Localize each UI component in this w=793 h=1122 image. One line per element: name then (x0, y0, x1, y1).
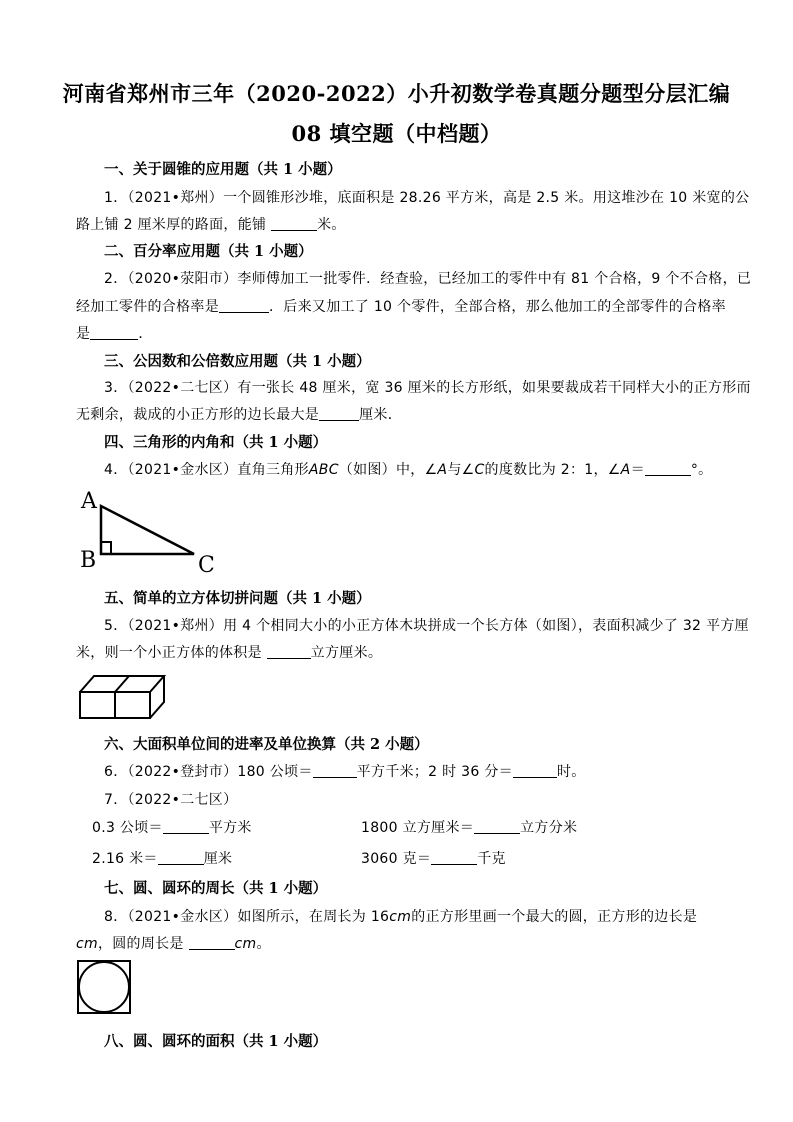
doc-title-line-1: 河南省郑州市三年（2020-2022）小升初数学卷真题分题型分层汇编 (62, 81, 731, 106)
doc-title-line-2: 08 填空题（中档题） (291, 121, 502, 146)
q1-line-1: 1．（2021•郑州）一个圆锥形沙堆，底面积是 28.26 平方米，高是 2.5 米。用这堆沙在 10 米宽的公 (104, 190, 750, 206)
inscribed-circle (79, 962, 129, 1012)
q4-answer-blank[interactable] (645, 461, 691, 476)
q5-answer-blank[interactable] (267, 644, 311, 659)
section-1-heading: 一、关于圆锥的应用题（共 1 小题） (104, 161, 342, 178)
section-2-heading: 二、百分率应用题（共 1 小题） (104, 243, 313, 260)
q2-answer-blank-1[interactable] (219, 298, 269, 313)
q3-line-2: 无剩余，裁成的小正方形的边长最大是 厘米． (76, 407, 403, 423)
triangle-abc (101, 506, 194, 554)
q7-item-4: 3060 克＝ 千克 (361, 851, 506, 867)
q3-answer-blank[interactable] (319, 406, 359, 421)
q1-answer-blank[interactable] (271, 216, 317, 231)
section-3-heading: 三、公因数和公倍数应用题（共 1 小题） (104, 353, 371, 370)
vertex-label-c: C (198, 553, 215, 578)
q7-item-1: 0.3 公顷＝ 平方米 (92, 820, 252, 836)
q2-line-2: 经加工零件的合格率是 ．后来又加工了 10 个零件，全部合格，那么他加工的全部零件的合格率 (76, 299, 726, 315)
q7-answer-blank-4[interactable] (431, 850, 477, 865)
section-4-heading: 四、三角形的内角和（共 1 小题） (104, 434, 328, 451)
q8-answer-blank[interactable] (189, 935, 235, 950)
q7-answer-blank-1[interactable] (163, 819, 209, 834)
q3-line-1: 3．（2022•二七区）有一张长 48 厘米，宽 36 厘米的长方形纸，如果要裁成若干同样大小的正方形而 (104, 380, 751, 396)
q7-item-3: 2.16 米＝ 厘米 (92, 851, 233, 867)
q7-answer-blank-2[interactable] (474, 819, 520, 834)
vertex-label-b: B (80, 548, 97, 573)
section-5-heading: 五、简单的立方体切拼问题（共 1 小题） (104, 590, 371, 607)
section-7-heading: 七、圆、圆环的周长（共 1 小题） (104, 880, 328, 897)
q7-answer-blank-3[interactable] (158, 850, 204, 865)
q7-item-2: 1800 立方厘米＝ 立方分米 (361, 820, 578, 836)
cuboid-figure (78, 670, 170, 722)
q6-line: 6．（2022•登封市）180 公顷＝ 平方千米；2 时 36 分＝ 时。 (104, 764, 586, 780)
vertex-label-a: A (81, 489, 97, 514)
q5-line-2: 米，则一个小正方体的体积是 立方厘米。 (76, 645, 383, 661)
q1-line-2: 路上铺 2 厘米厚的路面，能铺 米。 (76, 217, 346, 233)
q6-answer-blank-2[interactable] (513, 763, 557, 778)
q2-answer-blank-2[interactable] (90, 325, 138, 340)
circle-in-square-figure (77, 960, 133, 1016)
section-6-heading: 六、大面积单位间的进率及单位换算（共 2 小题） (104, 736, 429, 753)
q6-answer-blank-1[interactable] (313, 763, 357, 778)
right-triangle-figure (78, 484, 218, 576)
right-angle-mark (101, 542, 111, 554)
q8-line-1: 8．（2021•金水区）如图所示，在周长为 16cm的正方形里画一个最大的圆，正方形的边长是 (104, 909, 698, 925)
q8-line-2: cm，圆的周长是 cm。 (76, 936, 271, 952)
q7-line: 7．（2022•二七区） (104, 792, 238, 808)
q4-line-1: 4．（2021•金水区）直角三角形ABC（如图）中，∠A与∠C的度数比为 2：1，∠A＝ °。 (104, 462, 713, 478)
section-8-heading: 八、圆、圆环的面积（共 1 小题） (104, 1033, 328, 1050)
q2-line-1: 2．（2020•荥阳市）李师傅加工一批零件．经查验，已经加工的零件中有 81 个合格，9 个不合格，已 (104, 271, 752, 287)
q5-line-1: 5．（2021•郑州）用 4 个相同大小的小正方体木块拼成一个长方体（如图），表面积减少了 32 平方厘 (104, 618, 749, 634)
q2-line-3: 是 ． (76, 326, 153, 342)
